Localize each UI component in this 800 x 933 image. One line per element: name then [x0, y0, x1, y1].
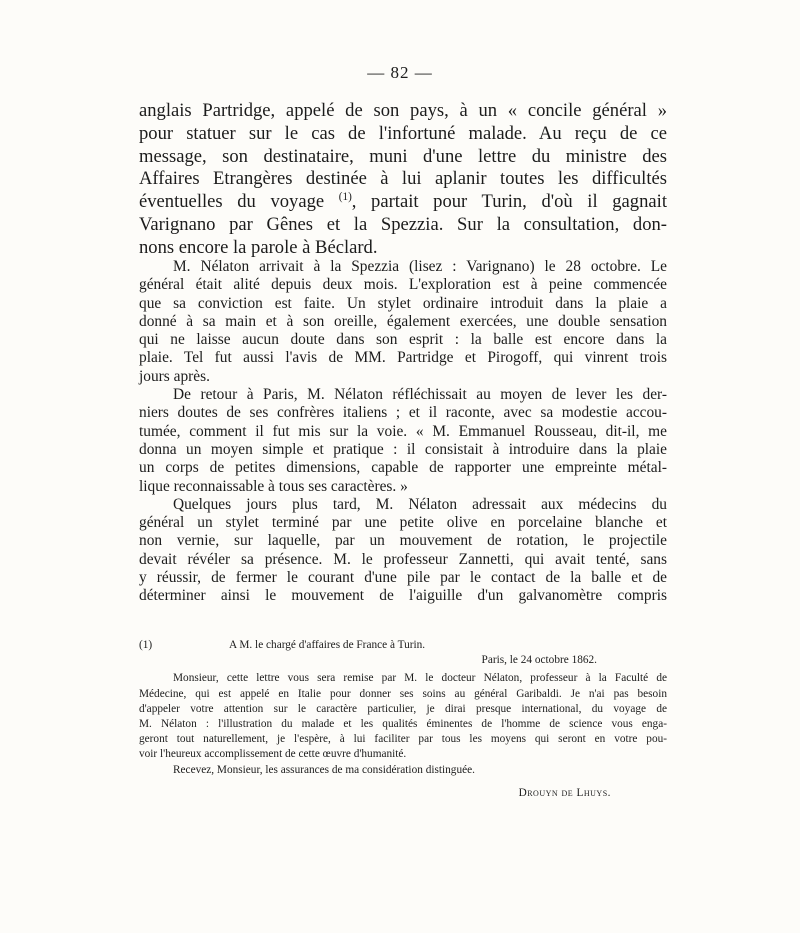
text-line: un corps de petites dimensions, capable de rapporter une empreinte métal- [139, 459, 667, 477]
text-line: jours après. [139, 367, 210, 385]
footnote-line: d'appeler votre attention sur le caractère particulier, je dirai presque international, du voyage de [139, 702, 667, 715]
page-number: — 82 — [367, 63, 433, 82]
text-line: M. Nélaton arrivait à la Spezzia (lisez : Varignano) le 28 octobre. Le [173, 258, 667, 275]
text-line: Affaires Etrangères destinée à lui aplanir toutes les difficultés [139, 168, 667, 190]
footnote-date: Paris, le 24 octobre 1862. [481, 654, 597, 667]
text-line: Quelques jours plus tard, M. Nélaton adressait aux médecins du [173, 495, 667, 513]
text-line: y réussir, de fermer le courant d'une pile par le contact de la balle et de [139, 569, 667, 587]
text-line: devait révéler sa présence. M. le professeur Zannetti, qui avait tenté, sans [139, 550, 667, 568]
footnote-signature: Drouyn de Lhuys. [518, 786, 611, 799]
lead-text [139, 100, 667, 260]
paragraph [139, 496, 667, 606]
text-line: De retour à Paris, M. Nélaton réfléchissait au moyen de lever les der- [173, 386, 667, 404]
text-line: donné à sa main et à son oreille, également exercées, une double sensation [139, 312, 667, 330]
footnote-heading [139, 638, 667, 653]
text-line: donna un moyen simple et pratique : il consistait à introduire dans la plaie [139, 440, 667, 458]
text-line: Varignano par Gênes et la Spezzia. Sur la consultation, don- [139, 213, 667, 235]
body-text [139, 258, 667, 606]
text-line: lique reconnaissable à tous ses caractères. » [139, 477, 408, 495]
text-line: que sa conviction est faite. Un stylet ordinaire introduit dans la plaie a [139, 294, 667, 312]
footnote-reference: (1) [338, 191, 352, 203]
text-line: déterminer ainsi le mouvement de l'aiguille d'un galvanomètre compris [139, 587, 667, 605]
text-line: tumée, comment il fut mis sur la voie. « M. Emmanuel Rousseau, dit-il, me [139, 422, 667, 440]
footnote-closing: Recevez, Monsieur, les assurances de ma considération distinguée. [173, 763, 475, 776]
text-line: général un stylet terminé par une petite olive en porcelaine blanche et [139, 514, 667, 532]
footnote-body [139, 671, 667, 777]
text-line: niers doutes de ses confrères italiens ; et il raconte, avec sa modestie accou- [139, 404, 667, 422]
footnote-line: voir l'heureux accomplissement de cette œuvre d'humanité. [139, 748, 407, 761]
footnote-line: M. Nélaton : l'illustration du malade et les qualités éminentes de l'homme de science vous enga- [139, 718, 667, 731]
footnote-mark: (1) [139, 639, 153, 651]
paragraph [139, 258, 667, 386]
text-line: qui ne laisse aucun doute dans son esprit : la balle est encore dans la [139, 331, 667, 349]
text-line: plaie. Tel fut aussi l'avis de MM. Partridge et Pirogoff, qui vinrent trois [139, 349, 667, 367]
text-line: anglais Partridge, appelé de son pays, à un « concile général » [139, 100, 667, 121]
footnote [139, 638, 667, 801]
paragraph [139, 386, 667, 496]
text-fragment: éventuelles du voyage [139, 191, 325, 213]
footnote-line: Monsieur, cette lettre vous sera remise par M. le docteur Nélaton, professeur à la Faculté de [173, 672, 667, 685]
text-line: message, son destinataire, muni d'une lettre du ministre des [139, 145, 667, 167]
footnote-addressee: A M. le chargé d'affaires de France à Turin. [229, 639, 426, 651]
text-line: pour statuer sur le cas de l'infortuné malade. Au reçu de ce [139, 122, 667, 144]
text-line: nons encore la parole à Béclard. [139, 236, 378, 258]
text-line: non vernie, sur laquelle, par un mouvement de rotation, le projectile [139, 532, 667, 550]
text-line [139, 191, 667, 214]
footnote-line: Médecine, qui est appelé en Italie pour donner ses soins au général Garibaldi. Je n'ai pas besoin [139, 687, 667, 700]
text-line: général était alité depuis deux mois. L'exploration est à peine commencée [139, 276, 667, 294]
text-fragment: , partait pour Turin, d'où il gagnait [351, 191, 667, 213]
footnote-line: geront tout naturellement, je l'espère, à lui faciliter par tous les moyens qui seront en votre pou- [139, 733, 667, 746]
